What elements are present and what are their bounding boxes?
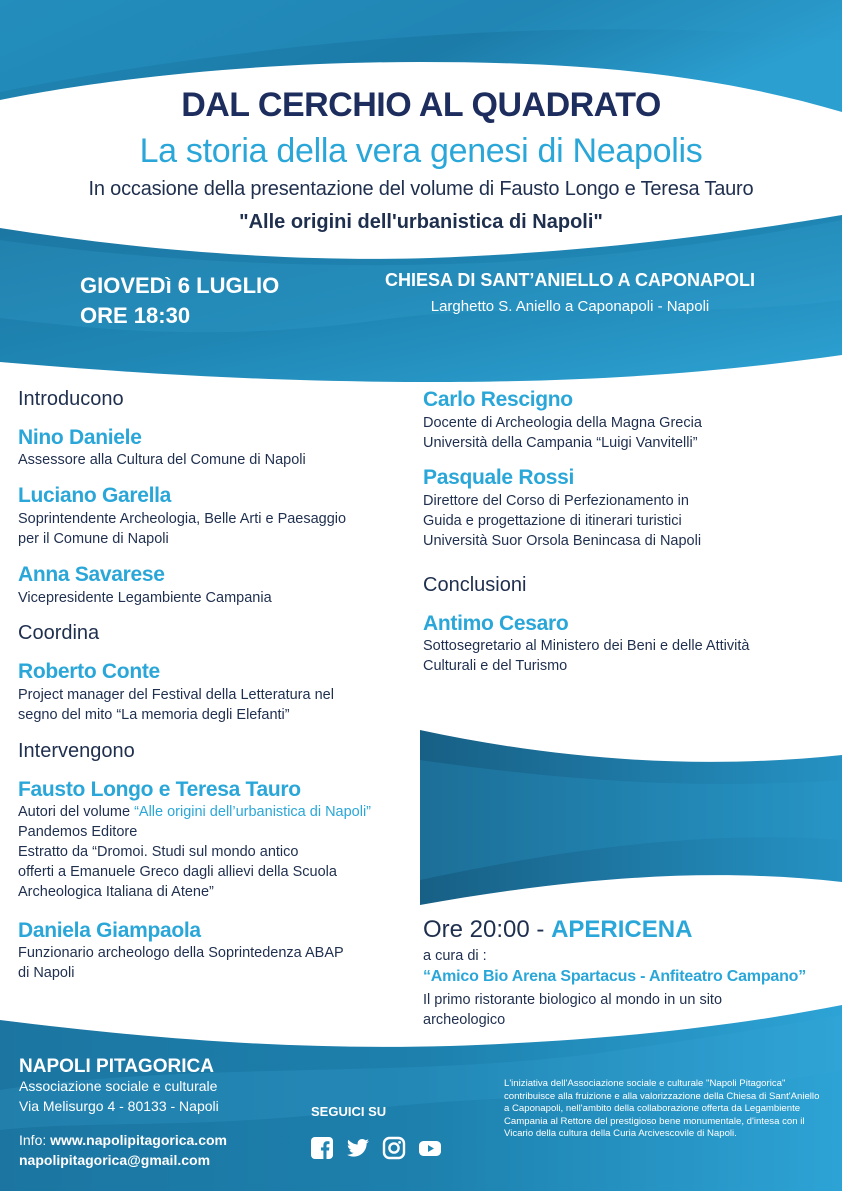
speaker-role [18,509,346,549]
org-contacts [19,1130,227,1170]
follow-label: SEGUICI SU [311,1104,387,1119]
speaker-role-line: Funzionario archeologo della Soprintedenza ABAP [18,945,344,961]
speaker-role-line: Guida e progettazione di itinerari turistici [423,513,682,529]
book-authors-label: Autori del volume [18,804,135,820]
speaker-name: Anna Savarese [18,563,165,586]
speaker-role-line: Direttore del Corso di Perfezionamento in [423,493,689,509]
apericena-description-line: archeologico [423,1012,506,1028]
speaker-role-line: Culturali e del Turismo [423,658,568,674]
speaker-role-line: Project manager del Festival della Letteratura nel [18,687,334,703]
book-title-highlight: “Alle origini dell’urbanistica di Napoli” [134,804,372,820]
speaker-name: Daniela Giampaola [18,919,201,942]
speaker-role [423,491,701,551]
facebook-icon[interactable] [310,1136,334,1160]
event-address: Larghetto S. Aniello a Caponapoli - Napoli [430,298,710,315]
website-link[interactable]: www.napolipitagorica.com [50,1132,227,1148]
email-line [19,1150,227,1170]
event-datetime [80,271,279,331]
speaker-name: Nino Daniele [18,426,142,449]
speaker-role: Vicepresidente Legambiente Campania [18,590,272,606]
speaker-role-line: segno del mito “La memoria degli Elefanti” [18,707,290,723]
social-icons [310,1136,442,1160]
org-address: Via Melisurgo 4 - 80133 - Napoli [19,1098,219,1114]
twitter-icon[interactable] [346,1136,370,1160]
speaker-name: Carlo Rescigno [423,388,573,411]
occasion-text: In occasione della presentazione del volume di Fausto Longo e Teresa Tauro [88,178,754,200]
section-coordina: Coordina [18,622,100,644]
apericena-description-line: Il primo ristorante biologico al mondo in un sito [423,992,723,1008]
speaker-role-line: Soprintendente Archeologia, Belle Arti e Paesaggio [18,511,347,527]
speaker-role-line: Estratto da “Dromoi. Studi sul mondo antico [18,844,299,860]
speaker-name: Pasquale Rossi [423,466,575,489]
speaker-role-line: per il Comune di Napoli [18,531,169,547]
speaker-role: Assessore alla Cultura del Comune di Napoli [18,452,306,468]
speaker-role [18,943,344,983]
instagram-icon[interactable] [382,1136,406,1160]
speaker-role-line: Pandemos Editore [18,824,138,840]
org-description: Associazione sociale e culturale [19,1078,218,1094]
section-introducono: Introducono [18,388,124,410]
speaker-name: Antimo Cesaro [423,612,569,635]
speaker-role-line: Università della Campania “Luigi Vanvitelli” [423,435,698,451]
email-link[interactable]: napolipitagorica@gmail.com [19,1152,211,1168]
apericena-host: “Amico Bio Arena Spartacus - Anfiteatro Campano” [423,968,807,985]
info-label: Info: [19,1132,51,1148]
speaker-role-line [18,802,371,822]
event-subtitle: La storia della vera genesi di Neapolis [139,132,703,170]
speaker-role [423,413,702,453]
speaker-role-line: di Napoli [18,965,75,981]
speaker-name: Luciano Garella [18,484,172,507]
org-details [19,1076,219,1116]
speaker-name: Roberto Conte [18,660,160,683]
event-date: GIOVEDì 6 LUGLIO [80,273,280,298]
apericena-heading [423,916,692,944]
speaker-role-line: Archeologica Italiana di Atene” [18,884,214,900]
speaker-role-line: offerti a Emanuele Greco dagli allievi della Scuola [18,864,337,880]
speaker-role-line: Docente di Archeologia della Magna Grecia [423,415,702,431]
speaker-name: Fausto Longo e Teresa Tauro [18,778,301,801]
org-name: NAPOLI PITAGORICA [19,1056,214,1077]
event-venue: CHIESA DI SANT’ANIELLO A CAPONAPOLI [384,270,755,290]
section-intervengono: Intervengono [18,740,135,762]
speaker-role [423,636,749,676]
event-title: DAL CERCHIO AL QUADRATO [181,86,661,124]
apericena-label: APERICENA [551,916,693,943]
speaker-role [18,802,371,902]
apericena-time: Ore 20:00 - [423,916,552,943]
event-time: ORE 18:30 [80,303,191,328]
website-line [19,1130,227,1150]
initiative-note: L'iniziativa dell'Associazione sociale e culturale "Napoli Pitagorica" contribuisce alla fruizione e alla valorizzazione della Chiesa di Sant'Aniello a Caponapoli, nell'ambito della collaborazione offerta da Legambiente Campania al Rettore del prestigioso bene monumentale, d'intesa con il Vicario della cultura della Curia Arcivescovile di Napoli. [504,1078,820,1140]
section-conclusioni: Conclusioni [423,574,527,596]
speaker-role-line: Sottosegretario al Ministero dei Beni e delle Attività [423,638,750,654]
book-title: "Alle origini dell'urbanistica di Napoli" [239,211,603,233]
apericena-description [423,990,803,1030]
youtube-icon[interactable] [418,1136,442,1160]
speaker-role-line: Università Suor Orsola Benincasa di Napoli [423,533,702,549]
speaker-role [18,685,334,725]
apericena-curator-label: a cura di : [423,948,487,964]
